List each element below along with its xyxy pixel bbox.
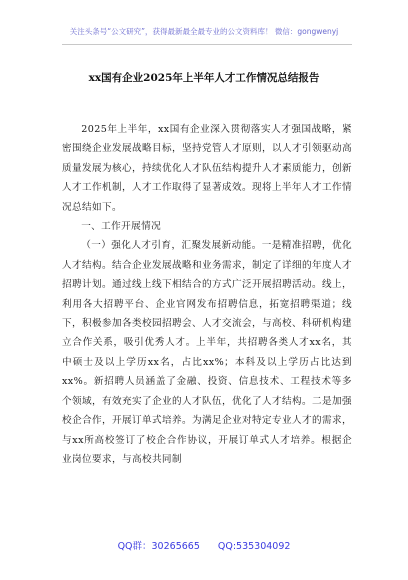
header-divider [62, 44, 352, 45]
document-body [62, 120, 352, 469]
intro-paragraph: 2025年上半年，xx国有企业深入贯彻落实人才强国战略，紧密围绕企业发展战略目标，坚持党管人才原则，以人才引领驱动高质量发展为核心，持续优化人才队伍结构提升人才素质能力，创新人才工作机制，人才工作取得了显著成效。现将上半年人才工作情况总结如下。 [62, 124, 352, 213]
header-note: 关注头条号“公文研究”，获得最新最全最专业的公文资料库！ 微信：gongwenyj [69, 27, 339, 36]
qq-group-text: QQ群：30265665 [117, 541, 200, 552]
section-heading: 一、工作开展情况 [81, 221, 162, 233]
qq-number-text: QQ:535304092 [217, 541, 291, 552]
body-paragraph: （一）强化人才引育，汇聚发展新动能。一是精准招聘，优化人才结构。结合企业发展战略和业务需求，制定了详细的年度人才招聘计划。通过线上线下相结合的方式广泛开展招聘活动。线上，利用各大招聘平台、企业官网发布招聘信息，拓宽招聘渠道；线下，积极参加各类校园招聘会、人才交流会，与高校、科研机构建立合作关系，吸引优秀人才。上半年，共招聘各类人才xx名，其中硕士及以上学历xx名，占比xx%；本科及以上学历占比达到xx%。新招聘人员涵盖了金融、投资、信息技术、工程技术等多个领域，有效充实了企业的人才队伍，优化了人才结构。二是加强校企合作，开展订单式培养。为满足企业对特定专业人才的需求，与xx所高校签订了校企合作协议，开展订单式人才培养。根据企业岗位要求，与高校共同制 [62, 240, 352, 465]
document-title: xx国有企业2025年上半年人才工作情况总结报告 [88, 72, 320, 84]
footer-contact [0, 538, 408, 552]
